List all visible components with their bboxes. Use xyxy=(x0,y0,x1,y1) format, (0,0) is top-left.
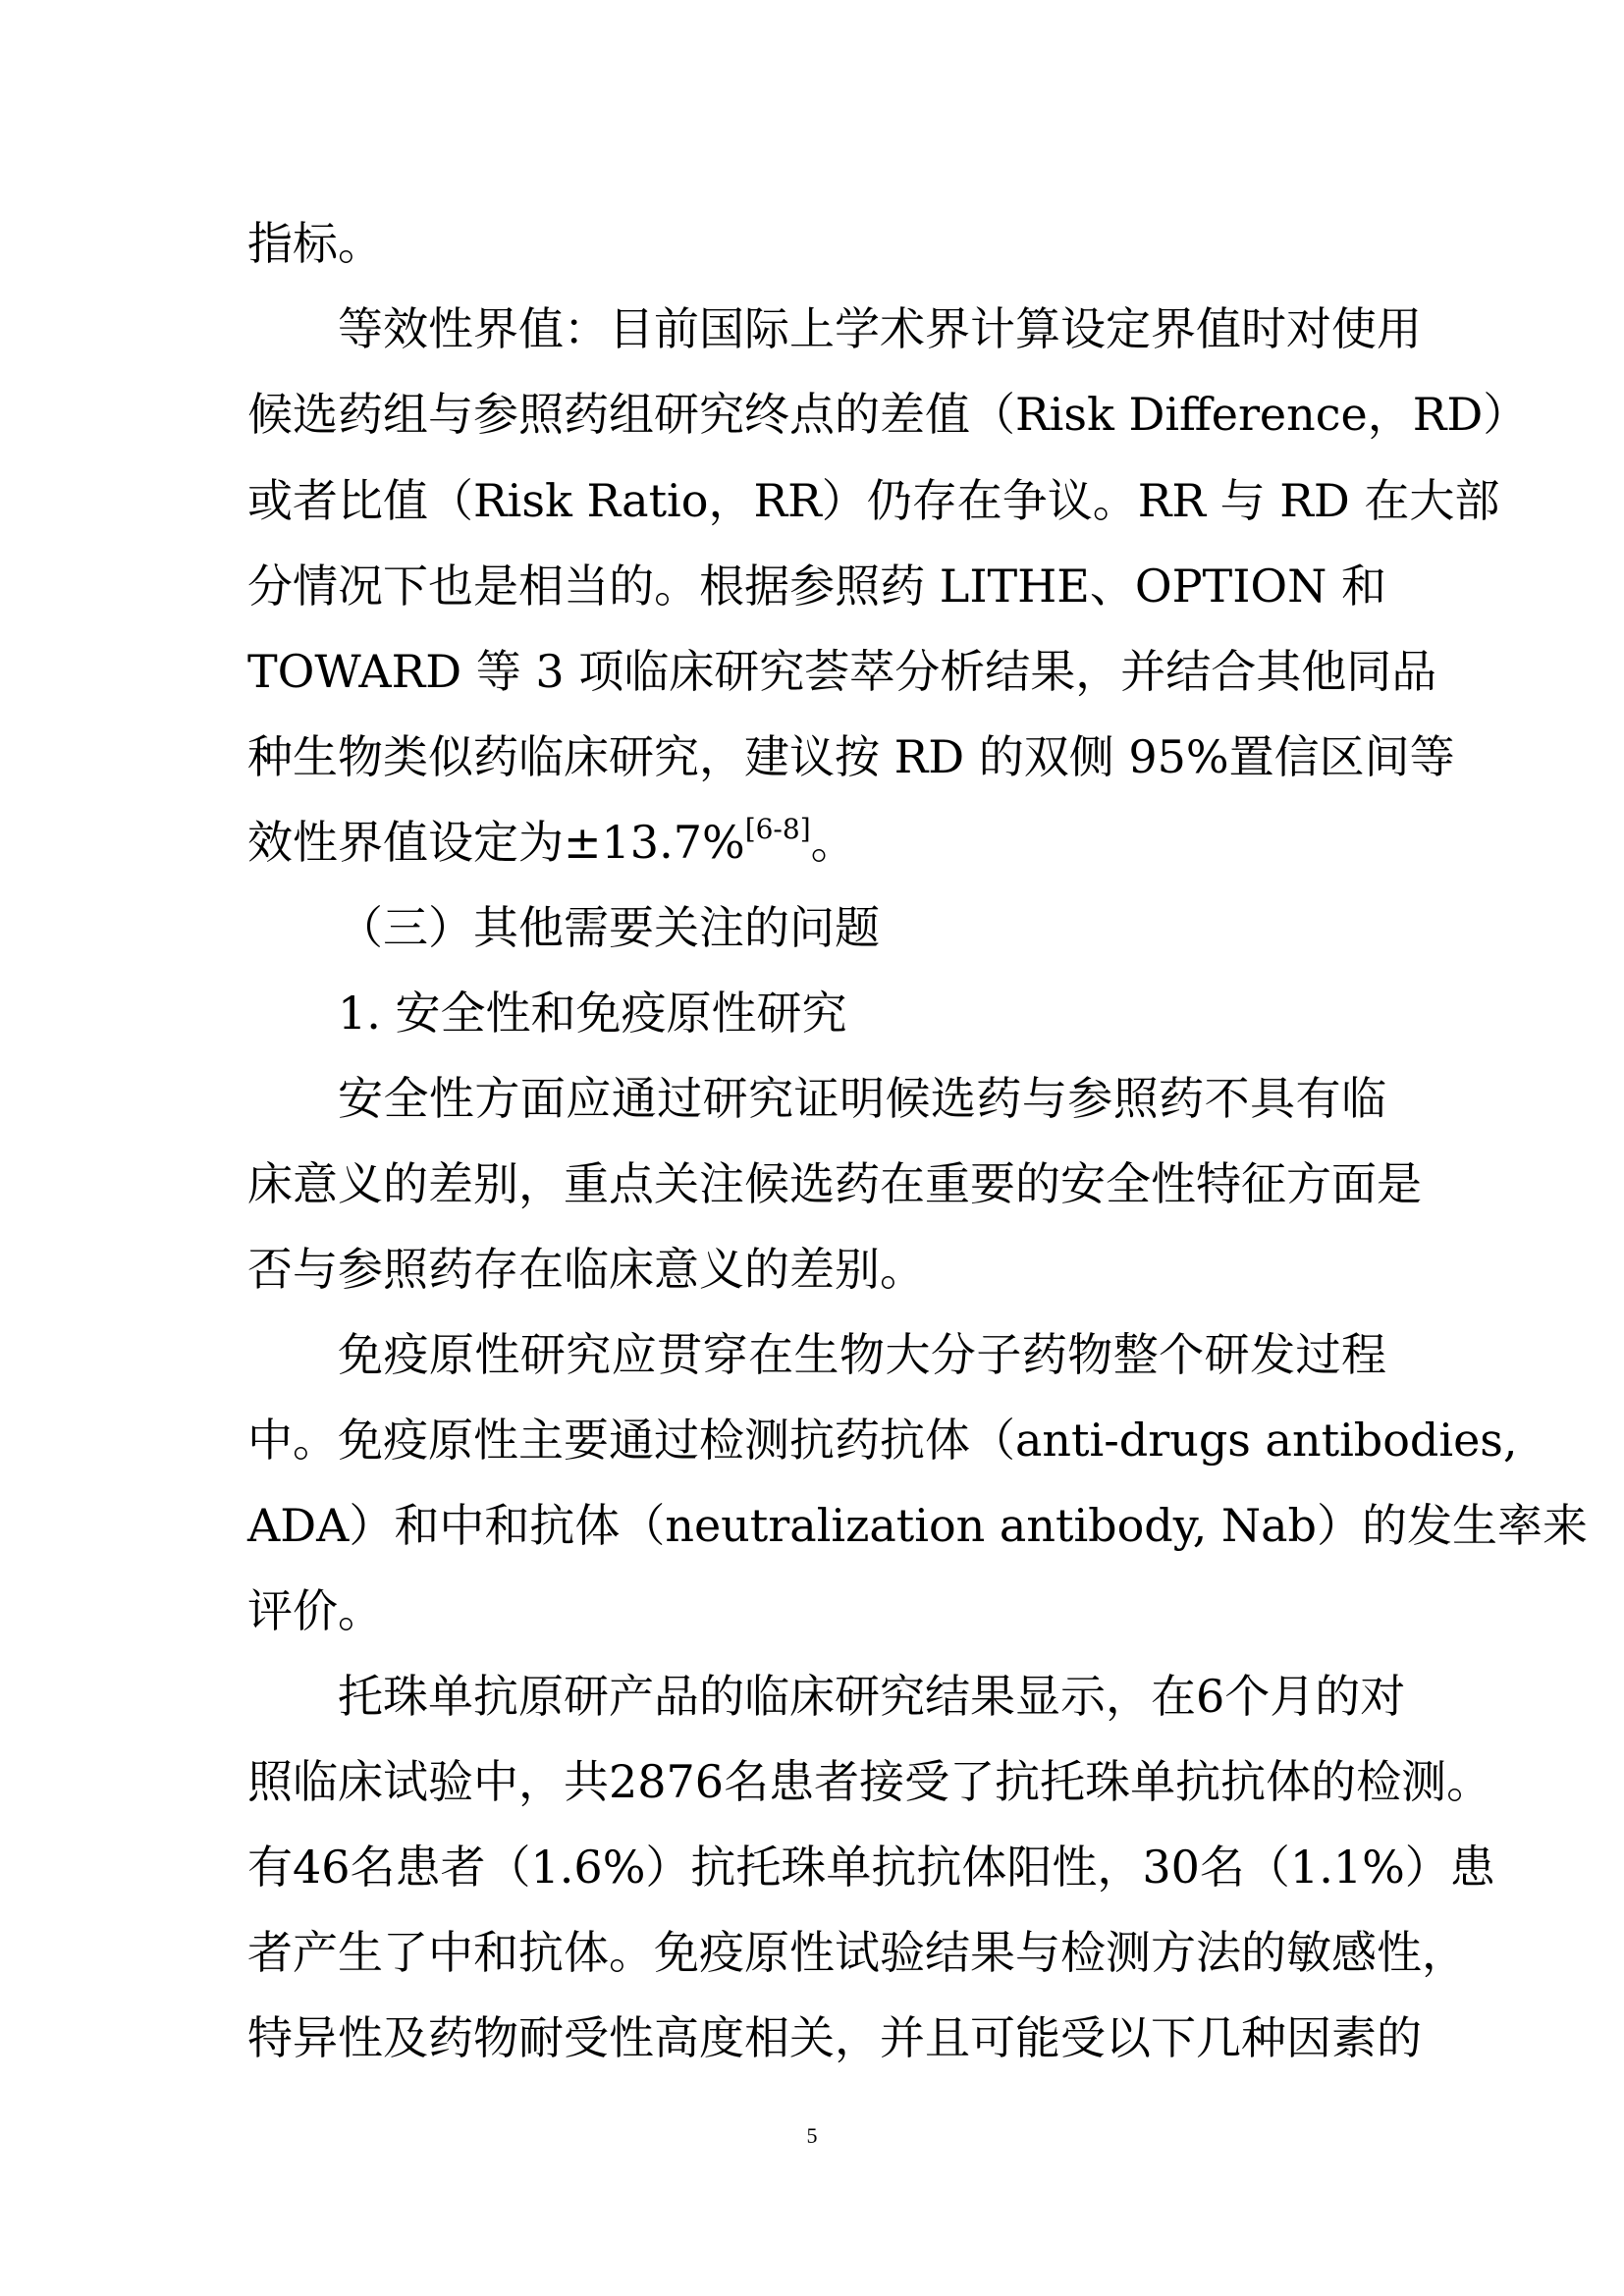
text-line: 等效性界值：目前国际上学术界计算设定界值时对使用 xyxy=(338,302,1422,355)
page-number: 5 xyxy=(806,2123,818,2148)
text-line: 否与参照药存在临床意义的差别。 xyxy=(247,1243,925,1296)
text-line: 托珠单抗原研产品的临床研究结果显示，在6个月的对 xyxy=(338,1670,1406,1723)
text-line: 中。免疫原性主要通过检测抗药抗体（anti-drugs antibodies, xyxy=(247,1414,1518,1467)
text-line: 免疫原性研究应贯穿在生物大分子药物整个研发过程 xyxy=(338,1328,1386,1381)
subsection-heading: 1. 安全性和免疫原性研究 xyxy=(338,987,847,1040)
text-line: ADA）和中和抗体（neutralization antibody, Nab）的发生率来 xyxy=(247,1499,1588,1552)
text-line: 分情况下也是相当的。根据参照药 LITHE、OPTION 和 xyxy=(247,560,1386,613)
text-line: 候选药组与参照药组研究终点的差值（Risk Difference，RD） xyxy=(247,388,1529,441)
citation-suffix: 。 xyxy=(810,816,856,869)
text-line xyxy=(247,813,1386,872)
section-heading: （三）其他需要关注的问题 xyxy=(338,901,880,954)
text-line: 种生物类似药临床研究，建议按 RD 的双侧 95%置信区间等 xyxy=(247,730,1455,783)
text-line: TOWARD 等 3 项临床研究荟萃分析结果，并结合其他同品 xyxy=(247,645,1437,698)
text-line: 照临床试验中，共2876名患者接受了抗托珠单抗抗体的检测。 xyxy=(247,1755,1492,1808)
text-line: 或者比值（Risk Ratio，RR）仍存在争议。RR 与 RD 在大部 xyxy=(247,474,1500,527)
text-line: 安全性方面应通过研究证明候选药与参照药不具有临 xyxy=(338,1072,1386,1125)
text-line: 有46名患者（1.6%）抗托珠单抗抗体阳性，30名（1.1%）患 xyxy=(247,1841,1495,1894)
text-line: 指标。 xyxy=(247,217,383,270)
text-line: 床意义的差别，重点关注候选药在重要的安全性特征方面是 xyxy=(247,1157,1422,1210)
text-line: 评价。 xyxy=(247,1584,383,1637)
citation-reference: [6-8] xyxy=(744,812,811,845)
text-line-body: 效性界值设定为±13.7% xyxy=(247,816,745,869)
text-line: 特异性及药物耐受性高度相关，并且可能受以下几种因素的 xyxy=(247,2011,1422,2064)
text-line: 者产生了中和抗体。免疫原性试验结果与检测方法的敏感性， xyxy=(247,1926,1467,1979)
